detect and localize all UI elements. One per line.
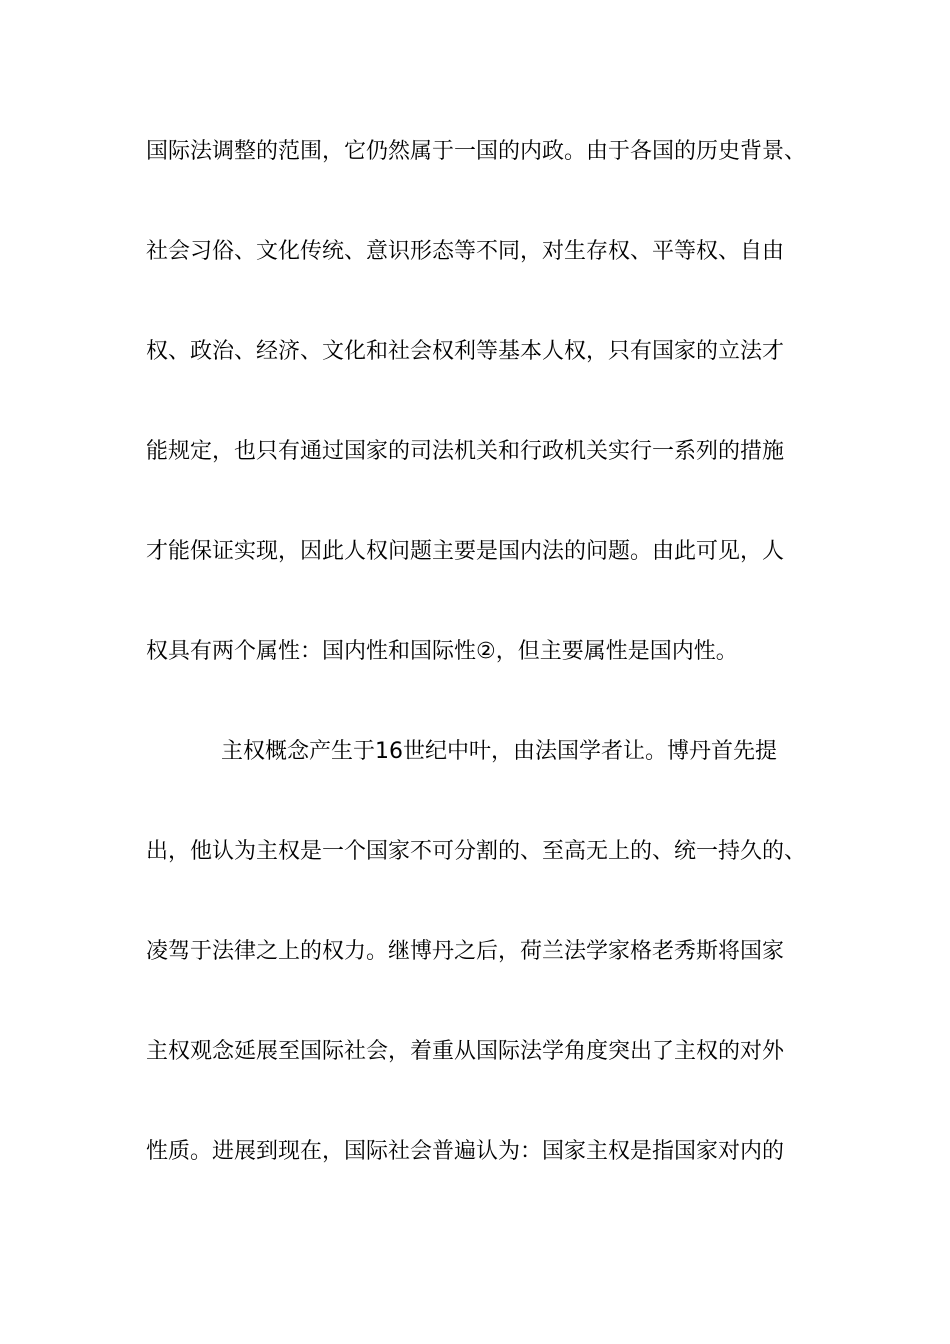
text-line: 凌驾于法律之上的权力。继博丹之后，荷兰法学家格老秀斯将国家 xyxy=(146,939,785,964)
text-line: 出，他认为主权是一个国家不可分割的、至高无上的、统一持久的、 xyxy=(146,839,807,864)
body-text xyxy=(146,132,826,1232)
text-line: 才能保证实现，因此人权问题主要是国内法的问题。由此可见，人 xyxy=(146,539,785,564)
text-line: 社会习俗、文化传统、意识形态等不同，对生存权、平等权、自由 xyxy=(146,239,785,264)
text-line: 主权观念延展至国际社会，着重从国际法学角度突出了主权的对外 xyxy=(146,1039,785,1064)
text-line: 权、政治、经济、文化和社会权利等基本人权，只有国家的立法才 xyxy=(146,339,785,364)
text-line: 性质。进展到现在，国际社会普遍认为：国家主权是指国家对内的 xyxy=(146,1139,785,1164)
text-line: 能规定，也只有通过国家的司法机关和行政机关实行一系列的措施 xyxy=(146,439,785,464)
paragraph-first-line: 主权概念产生于16世纪中叶，由法国学者让。博丹首先提 xyxy=(221,739,777,764)
text-line: 权具有两个属性：国内性和国际性②，但主要属性是国内性。 xyxy=(146,639,738,664)
text-line: 国际法调整的范围，它仍然属于一国的内政。由于各国的历史背景、 xyxy=(146,139,807,164)
